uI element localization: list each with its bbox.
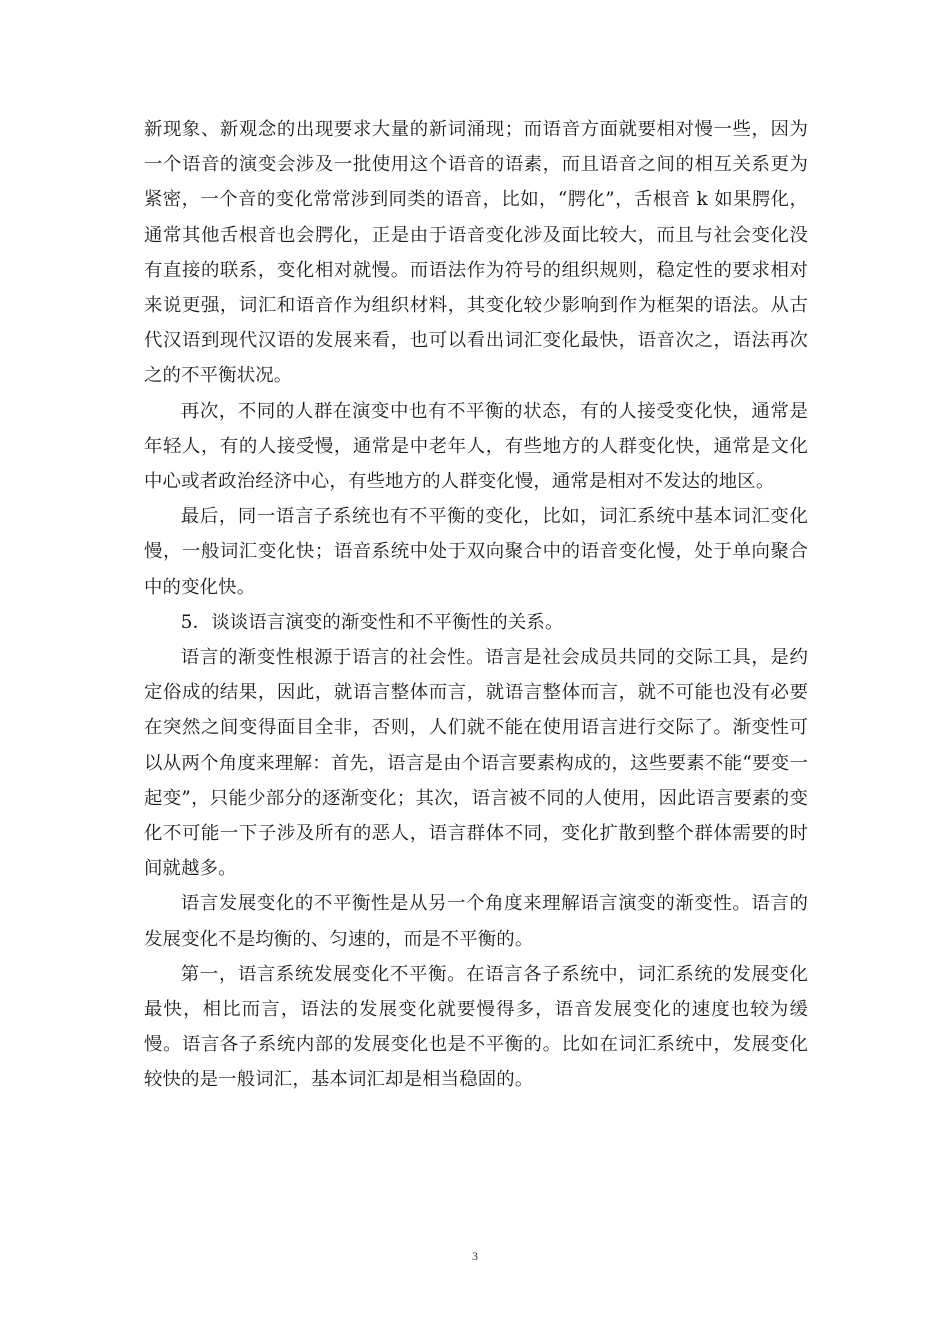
paragraph-uneven-subsystem: 最后，同一语言子系统也有不平衡的变化，比如，词汇系统中基本词汇变化慢，一般词汇变化快；语音系统中处于双向聚合中的语音变化慢，处于单向聚合中的变化快。 [144, 506, 808, 598]
paragraph-uneven-population: 再次，不同的人群在演变中也有不平衡的状态，有的人接受变化快，通常是年轻人，有的人接受慢，通常是中老年人，有些地方的人群变化快，通常是文化中心或者政治经济中心，有些地方的人群变化慢，通常是相对不发达的地区。 [144, 400, 808, 493]
document-body [144, 112, 808, 1098]
paragraph-unevenness: 语言发展变化的不平衡性是从另一个角度来理解语言演变的渐变性。语言的发展变化不是均衡的、匀速的，而是不平衡的。 [144, 893, 808, 950]
paragraph-system-unevenness: 第一，语言系统发展变化不平衡。在语言各子系统中，词汇系统的发展变化最快，相比而言，语法的发展变化就要慢得多，语音发展变化的速度也较为缓慢。语言各子系统内部的发展变化也是不平衡的。比如在词汇系统中，发展变化较快的是一般词汇，基本词汇却是相当稳固的。 [144, 963, 808, 1091]
paragraph-gradualness: 语言的渐变性根源于语言的社会性。语言是社会成员共同的交际工具，是约定俗成的结果，因此，就语言整体而言，就语言整体而言，就不可能也没有必要在突然之间变得面目全非，否则，人们就不能在使用语言进行交际了。渐变性可以从两个角度来理解：首先，语言是由个语言要素构成的，这些要素不能“要变一起变”，只能少部分的逐渐变化；其次，语言被不同的人使用，因此语言要素的变化不可能一下子涉及所有的恶人，语言群体不同，变化扩散到整个群体需要的时间就越多。 [144, 647, 808, 880]
question-heading: 5．谈谈语言演变的渐变性和不平衡性的关系。 [180, 611, 564, 633]
paragraph-continuation: 新现象、新观念的出现要求大量的新词涌现；而语音方面就要相对慢一些，因为一个语音的演变会涉及一批使用这个语音的语素，而且语音之间的相互关系更为紧密，一个音的变化常常涉到同类的语音，比如，“腭化”，舌根音 k 如果腭化，通常其他舌根音也会腭化，正是由于语音变化涉及面比较大，而且与社会变化没有直接的联系，变化相对就慢。而语法作为符号的组织规则，稳定性的要求相对来说更强，词汇和语音作为组织材料，其变化较少影响到作为框架的语法。从古代汉语到现代汉语的发展来看，也可以看出词汇变化最快，语音次之，语法再次之的不平衡状况。 [144, 119, 808, 387]
page-number: 3 [472, 1249, 478, 1263]
